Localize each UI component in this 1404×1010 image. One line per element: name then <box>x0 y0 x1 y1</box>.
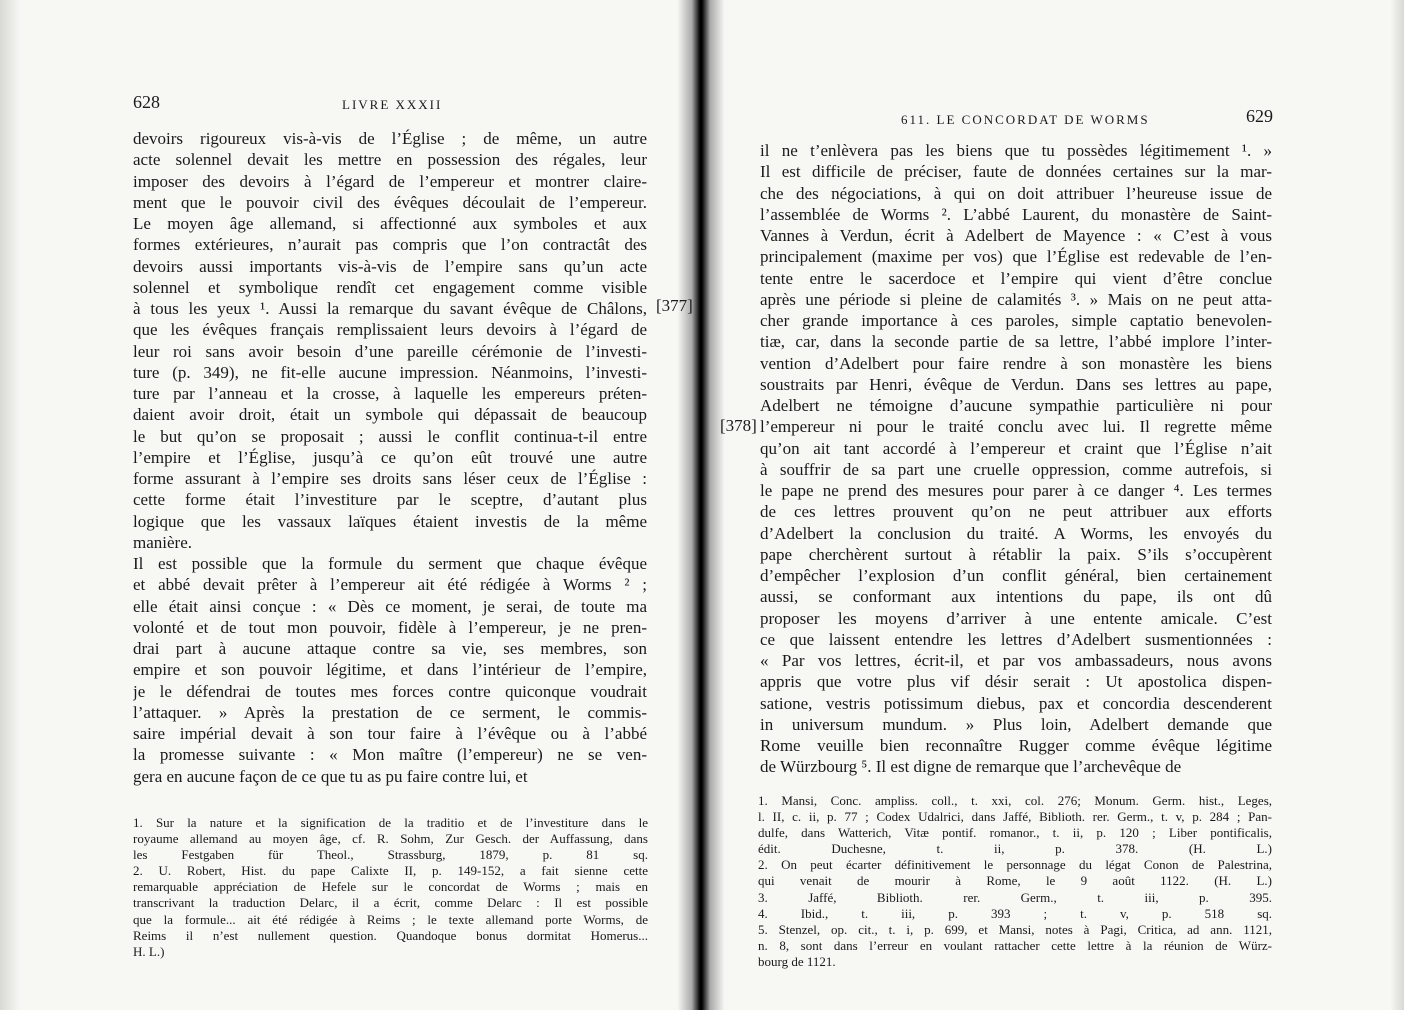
footnote-line: remarquable appréciation de Hefele sur le concordat de Worms ; mais en <box>133 879 648 895</box>
text-line: devoirs aussi importants vis-à-vis de l’empire sans qu’un acte <box>133 256 647 276</box>
text-line: « Par vos lettres, écrit-il, et par vos ambassadeurs, nous avons <box>760 651 1272 670</box>
footnote-line: n. 8, sont dans l’erreur en voulant rattacher cette lettre à la réunion de Würz- <box>758 937 1272 953</box>
text-line: après une période si pleine de calamités ³. » Mais on ne peut atta- <box>760 289 1272 309</box>
text-line: le but qu’on se proposait ; aussi le conflit continua-t-il entre <box>133 426 647 446</box>
book-gutter <box>678 0 724 1010</box>
margin-note-377: [377] <box>656 296 693 315</box>
footnote-line: 3. Jaffé, Biblioth. rer. Germ., t. iii, p. 395. <box>758 889 1272 905</box>
footnote-line: bourg de 1121. <box>758 953 836 969</box>
text-line: elle était ainsi conçue : « Dès ce moment, je serai, de toute ma <box>133 596 647 616</box>
running-head-left: LIVRE XXXII <box>342 97 443 112</box>
right-body-text <box>760 140 1272 778</box>
text-line: de ces lettres prouvent qu’on ne peut attribuer aux efforts <box>760 502 1272 522</box>
running-head-right: 611. LE CONCORDAT DE WORMS <box>901 112 1150 127</box>
footnote-line: édit. Duchesne, t. ii, p. 378. (H. L.) <box>758 841 1272 857</box>
right-page <box>706 0 1404 1010</box>
footnote-line: qui venait de mourir à Rome, le 9 août 1122. (H. L.) <box>758 873 1272 889</box>
text-line: pape cherchèrent surtout à rétablir la paix. S’ils s’occupèrent <box>760 544 1272 564</box>
text-line: daient avoir droit, était un symbole qui dépassait de beaucoup <box>133 405 647 425</box>
text-line: cette forme était l’investiture par le sceptre, d’autant plus <box>133 490 647 510</box>
left-footnotes <box>133 815 648 960</box>
text-line: tiæ, car, dans la seconde partie de sa lettre, l’abbé implore l’inter- <box>760 332 1272 352</box>
text-line: logique que les vassaux laïques étaient investis de la même <box>133 511 647 531</box>
text-line: formes extérieures, n’aurait pas compris que l’on contractât des <box>133 235 647 255</box>
text-line: appris que votre plus vif désir serait : Ut apostolica dispen- <box>760 672 1272 692</box>
text-line: l’attaquer. » Après la prestation de ce serment, le commis- <box>133 702 647 722</box>
text-line: drai part à aucune attaque contre sa vie, ses membres, son <box>133 639 647 658</box>
text-line: qu’on ait tant accordé à l’empereur et craint que l’Église n’ait <box>760 438 1272 458</box>
text-line: acte solennel devait les mettre en possession des régales, leur <box>133 150 647 170</box>
page-number-left: 628 <box>133 92 160 112</box>
text-line: l’empire et l’Église, jusqu’à ce qu’on eût trouvé une autre <box>133 447 647 467</box>
footnote-line: 5. Stenzel, op. cit., t. i, p. 699, et Mansi, notes à Pagi, Critica, ad ann. 1121, <box>758 921 1272 937</box>
text-line: Adelbert ne témoigne d’aucune sympathie particulière ni pour <box>760 396 1272 415</box>
text-line: d’empêcher l’explosion d’un conflit général, bien certainement <box>760 566 1272 585</box>
text-line: d’Adelbert la conclusion du traité. A Worms, les envoyés du <box>760 523 1272 543</box>
text-line: imposer des devoirs à l’égard de l’empereur et montrer claire- <box>133 171 647 191</box>
footnote-line: dulfe, dans Watterich, Vitæ pontif. romanor., t. ii, p. 120 ; Liber pontificalis, <box>758 825 1272 841</box>
text-line: vention d’Adelbert pour faire rendre à son monastère les biens <box>760 353 1272 373</box>
text-line: volonté et de tout mon pouvoir, fidèle à l’empereur, je ne pren- <box>133 617 647 637</box>
footnote-line: 4. Ibid., t. iii, p. 393 ; t. v, p. 518 sq. <box>758 905 1272 921</box>
text-line: l’empereur ni pour le traité conclu avec lui. Il regrette même <box>760 417 1272 437</box>
left-body-text <box>133 128 647 787</box>
footnote-line: 2. On peut écarter définitivement le personnage du légat Conon de Palestrina, <box>758 857 1272 873</box>
text-line: cher grande importance à ces paroles, simple captatio benevolen- <box>760 311 1272 330</box>
text-line: à tous les yeux ¹. Aussi la remarque du savant évêque de Châlons, <box>133 299 647 318</box>
text-line: in universum mundum. » Plus loin, Adelbert demande que <box>760 714 1272 734</box>
footnote-line: les Festgaben für Theol., Strassburg, 1879, p. 81 sq. <box>133 847 648 863</box>
text-line: forme assurant à l’empire ses droits sans léser ceux de l’Église : <box>133 469 647 488</box>
text-line: Il est difficile de préciser, faute de données certaines sur la mar- <box>760 162 1272 182</box>
text-line: ce que laissent entendre les lettres d’Adelbert susmentionnées : <box>760 629 1272 649</box>
footnote-line: H. L.) <box>133 943 165 959</box>
footnote-line: l. II, c. ii, p. 77 ; Codex Udalrici, dans Jaffé, Biblioth. rer. Germ., t. v, p. 284 ; Pan- <box>758 809 1272 825</box>
text-line: l’assemblée de Worms ². L’abbé Laurent, du monastère de Saint- <box>760 204 1272 224</box>
margin-note-378: [378] <box>720 416 757 435</box>
left-edge-shadow <box>0 0 20 1010</box>
footnote-line: Reims il n’est nullement question. Quandoque bonus dormitat Homerus... <box>133 927 648 943</box>
text-line: ture (p. 349), ne fit-elle aucune impression. Néanmoins, l’investi- <box>133 362 647 382</box>
text-line: et abbé devait prêter à l’empereur ait été rédigée à Worms ² ; <box>133 575 647 595</box>
right-edge-shadow <box>1390 0 1404 1010</box>
footnote-line: que la formule... ait été rédigée à Reims ; le texte allemand porte Worms, de <box>133 911 648 927</box>
text-line: ment que le pouvoir civil des évêques découlait de l’empereur. <box>133 192 647 212</box>
text-line: que les évêques français remplissaient leurs devoirs à l’égard de <box>133 320 647 340</box>
footnote-line: 2. U. Robert, Hist. du pape Calixte II, p. 149-152, a fait sienne cette <box>133 863 648 879</box>
right-footnotes <box>758 793 1272 970</box>
text-line: leur roi sans avoir besoin d’une pareille cérémonie de l’investi- <box>133 341 647 361</box>
text-line: ture par l’anneau et la crosse, à laquelle les empereurs préten- <box>133 384 647 403</box>
text-line: la promesse suivante : « Mon maître (l’empereur) ne se ven- <box>133 745 647 765</box>
text-line: le pape ne prend des mesures pour parer à ce danger ⁴. Les termes <box>760 481 1272 500</box>
footnote-line: 1. Sur la nature et la signification de la traditio et de l’investiture dans le <box>133 815 648 830</box>
text-line: empire et son pouvoir légitime, et dans l’intérieur de l’empire, <box>133 660 647 680</box>
text-line: saire impérial devait à son tour faire à l’évêque ou à l’abbé <box>133 724 647 743</box>
text-line: satione, vestris potissimum diebus, pax et concordia descenderent <box>760 693 1272 713</box>
page-number-right: 629 <box>1246 106 1273 126</box>
text-line: à souffrir de sa part une cruelle oppression, comme autrefois, si <box>760 459 1272 479</box>
text-line: je le défendrai de toutes mes forces contre quiconque voudrait <box>133 681 647 701</box>
text-line: tente entre le sacerdoce et l’empire qui vient d’être conclue <box>760 268 1272 288</box>
text-line: Il est possible que la formule du serment que chaque évêque <box>133 554 647 573</box>
text-line: aussi, se conformant aux intentions du pape, ils ont dû <box>760 587 1272 607</box>
text-line: Le moyen âge allemand, si affectionné aux symboles et aux <box>133 214 647 233</box>
text-line: proposer les moyens d’arriver à une entente amicale. C’est <box>760 608 1272 628</box>
footnote-line: 1. Mansi, Conc. ampliss. coll., t. xxi, col. 276; Monum. Germ. hist., Leges, <box>758 793 1272 808</box>
text-line: de Würzbourg ⁵. Il est digne de remarque que l’archevêque de <box>760 757 1182 777</box>
footnote-line: transcrivant la traduction Delarc, il a écrit, comme Delarc : Il est possible <box>133 895 648 911</box>
text-line: principalement (maxime per vos) que l’Église est redevable de l’en- <box>760 247 1272 267</box>
footnote-line: royaume allemand au moyen âge, cf. R. Sohm, Zur Gesch. der Auffassung, dans <box>133 831 648 847</box>
text-line: Rome veuille bien reconnaître Rugger comme évêque légitime <box>760 736 1272 755</box>
text-line: soustraits par Henri, évêque de Verdun. Dans ses lettres au pape, <box>760 374 1272 394</box>
text-line: manière. <box>133 532 192 552</box>
text-line: il ne t’enlèvera pas les biens que tu possèdes légitimement ¹. » <box>760 141 1272 160</box>
text-line: gera en aucune façon de ce que tu as pu faire contre lui, et <box>133 766 528 786</box>
text-line: che des négociations, à qui on doit attribuer l’heureuse issue de <box>760 183 1272 203</box>
left-page <box>0 0 700 1010</box>
text-line: devoirs rigoureux vis-à-vis de l’Église ; de même, un autre <box>133 129 647 148</box>
text-line: Vannes à Verdun, écrit à Adelbert de Mayence : « C’est à vous <box>760 226 1272 245</box>
text-line: solennel et symbolique rendît cet engagement comme visible <box>133 277 647 297</box>
